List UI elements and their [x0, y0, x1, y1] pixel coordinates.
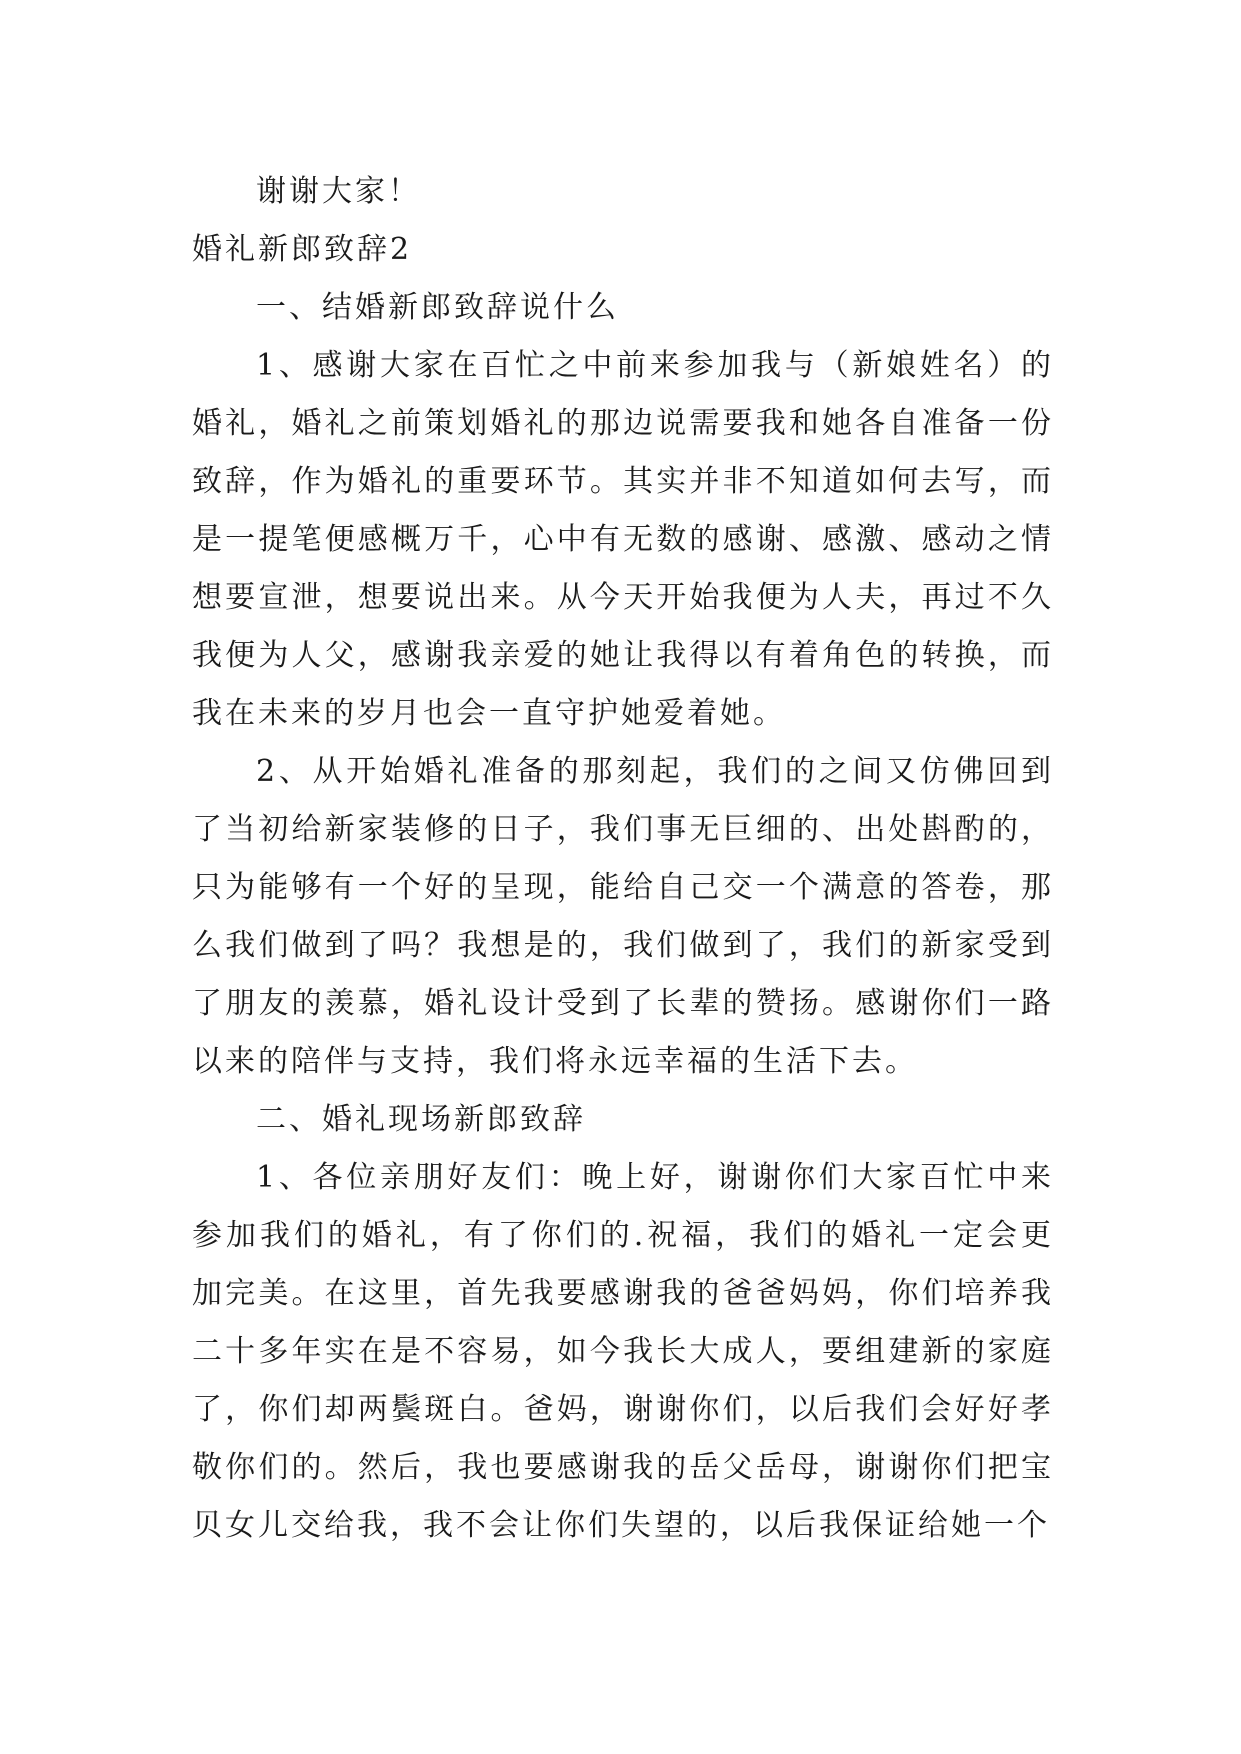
closing-line: 谢谢大家！ [256, 174, 421, 209]
section-heading-1: 一、结婚新郎致辞说什么 [256, 290, 619, 325]
paragraph: 1、感谢大家在百忙之中前来参加我与（新娘姓名）的婚礼，婚礼之前策划婚礼的那边说需要我和她各自准备一份致辞，作为婚礼的重要环节。其实并非不知道如何去写，而是一提笔便感概万千，心中有无数的感谢、感激、感动之情想要宣泄，想要说出来。从今天开始我便为人夫，再过不久我便为人父，感谢我亲爱的她让我得以有着角色的转换，而我在未来的岁月也会一直守护她爱着她。 [192, 348, 1054, 731]
section-heading-2: 二、婚礼现场新郎致辞 [256, 1102, 586, 1137]
document-body [192, 163, 1054, 1555]
paragraph: 2、从开始婚礼准备的那刻起，我们的之间又仿佛回到了当初给新家装修的日子，我们事无巨细的、出处斟酌的，只为能够有一个好的呈现，能给自己交一个满意的答卷，那么我们做到了吗？我想是的，我们做到了，我们的新家受到了朋友的羡慕，婚礼设计受到了长辈的赞扬。感谢你们一路以来的陪伴与支持，我们将永远幸福的生活下去。 [192, 754, 1054, 1079]
document-title: 婚礼新郎致辞2 [192, 232, 413, 267]
paragraph: 1、各位亲朋好友们：晚上好，谢谢你们大家百忙中来参加我们的婚礼，有了你们的.祝福，我们的婚礼一定会更加完美。在这里，首先我要感谢我的爸爸妈妈，你们培养我二十多年实在是不容易，如今我长大成人，要组建新的家庭了，你们却两鬓斑白。爸妈，谢谢你们，以后我们会好好孝敬你们的。然后，我也要感谢我的岳父岳母，谢谢你们把宝贝女儿交给我，我不会让你们失望的，以后我保证给她一个 [192, 1160, 1054, 1543]
